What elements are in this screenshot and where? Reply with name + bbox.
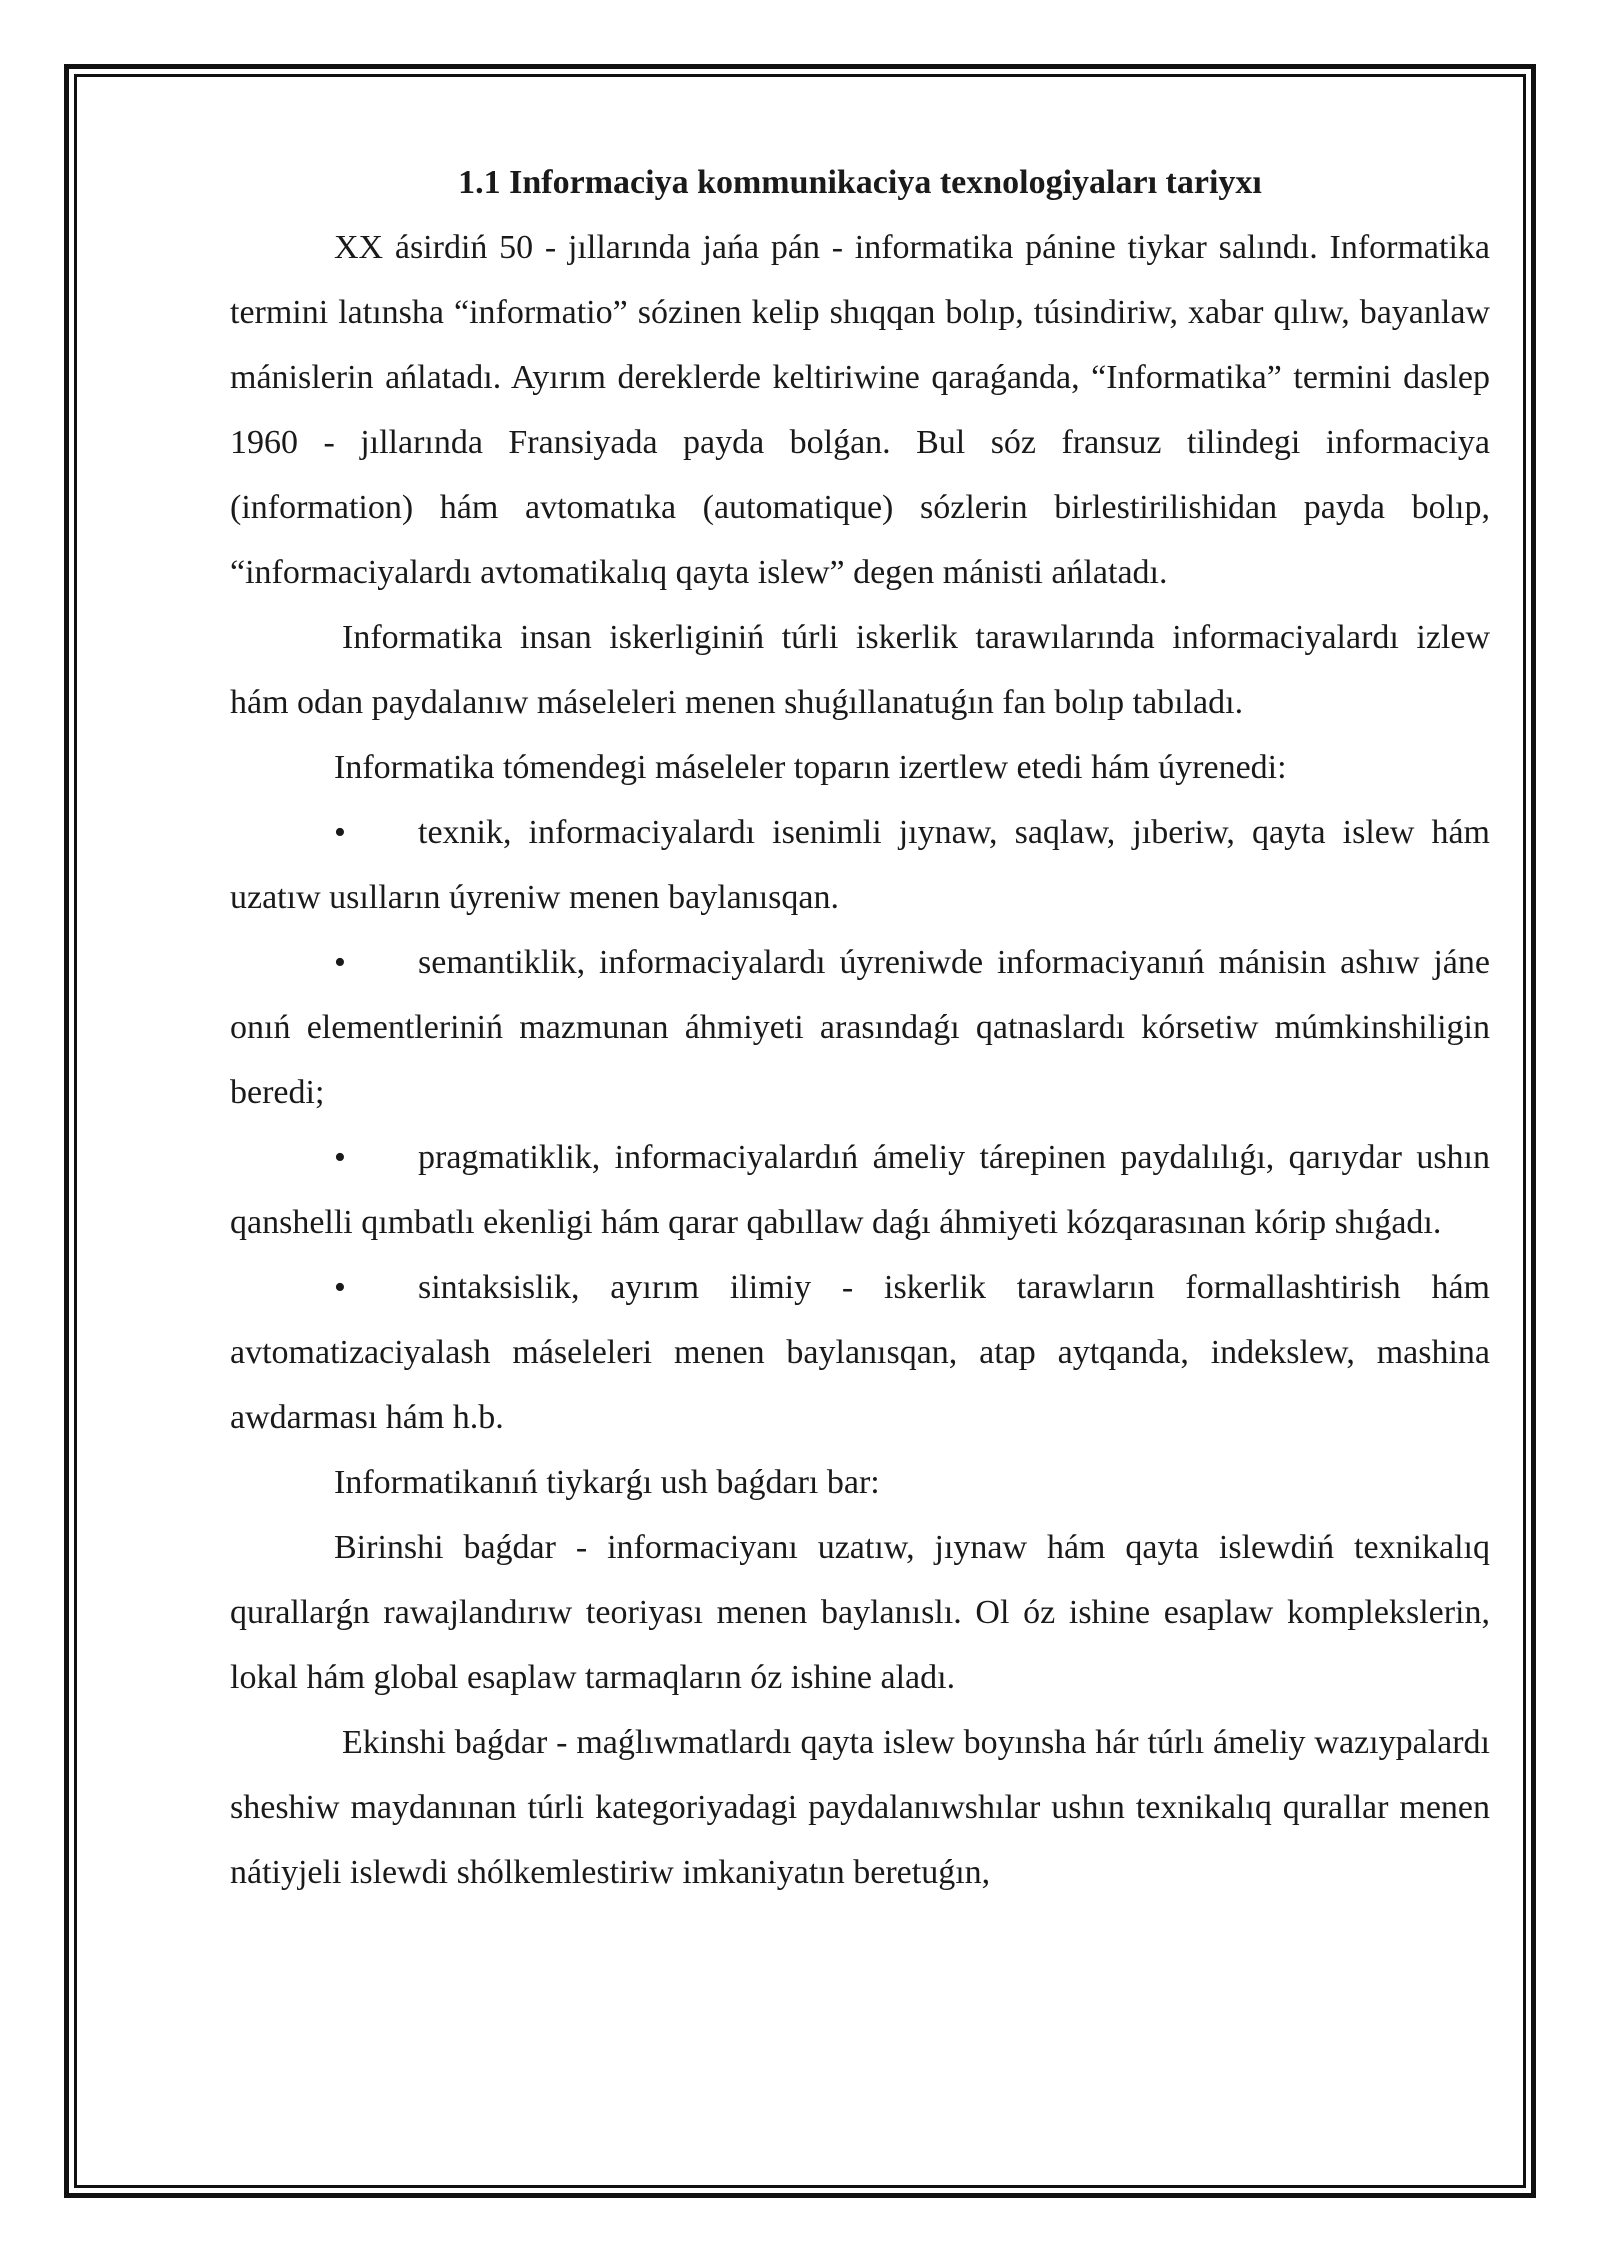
- bullet-marker: •: [334, 944, 346, 981]
- section-title: 1.1 Informaciya kommunikaciya texnologiyaları tariyxı: [458, 164, 1262, 201]
- document-body: [230, 150, 1490, 1905]
- list-item: [230, 930, 1490, 1125]
- paragraph-definition: Informatika insan iskerliginiń túrli iskerlik tarawılarında informaciyalardı izlew hám odan paydalanıw máseleleri menen shuǵıllanatuǵın fan bolıp tabıladı.: [230, 619, 1490, 721]
- bullet-marker: •: [334, 814, 346, 851]
- list-item: [230, 800, 1490, 930]
- bullet-marker: •: [334, 1139, 346, 1176]
- paragraph-second-direction: Ekinshi baǵdar - maǵlıwmatlardı qayta islew boyınsha hár túrlı ámeliy wazıypalardı sheshiw maydanınan túrli kategoriyadagi paydalanıwshılar ushın texnikalıq qurallar menen nátiyjeli islewdi shólkemlestiriw imkaniyatın beretuǵın,: [230, 1724, 1490, 1891]
- paragraph-first-direction: Birinshi baǵdar - informaciyanı uzatıw, jıynaw hám qayta islewdiń texnikalıq qurallarǵn rawajlandırıw teoriyası menen baylanıslı. Ol óz ishine esaplaw komplekslerin, lokal hám global esaplaw tarmaqların óz ishine aladı.: [230, 1529, 1490, 1696]
- list-item-text: texnik, informaciyalardı isenimli jıynaw, saqlaw, jıberiw, qayta islew hám uzatıw usılların úyreniw menen baylanısqan.: [230, 814, 1490, 916]
- list-item-text: sintaksislik, ayırım ilimiy - iskerlik tarawların formallashtirish hám avtomatizaciyalash máseleleri menen baylanısqan, atap aytqanda, indekslew, mashina awdarması hám h.b.: [230, 1269, 1490, 1436]
- list-item: [230, 1255, 1490, 1450]
- paragraph-intro: XX ásirdiń 50 - jıllarında jańa pán - informatika pánine tiykar salındı. Informatika termini latınsha “informatio” sózinen kelip shıqqan bolıp, túsindiriw, xabar qılıw, bayanlaw mánislerin ańlatadı. Ayırım dereklerde keltiriwine qaraǵanda, “Informatika” termini daslep 1960 - jıllarında Fransiyada payda bolǵan. Bul sóz fransuz tilindegi informaciya (information) hám avtomatıka (automatique) sózlerin birlestirilishidan payda bolıp, “informaciyalardı avtomatikalıq qayta islew” degen mánisti ańlatadı.: [230, 229, 1490, 591]
- list-item-text: semantiklik, informaciyalardı úyreniwde informaciyanıń mánisin ashıw jáne onıń elementleriniń mazmunan áhmiyeti arasındaǵı qatnaslardı kórsetiw múmkinshiligin beredi;: [230, 944, 1490, 1111]
- list-item-text: pragmatiklik, informaciyalardıń ámeliy tárepinen paydalılıǵı, qarıydar ushın qanshelli qımbatlı ekenligi hám qarar qabıllaw daǵı áhmiyeti kózqarasınan kórip shıǵadı.: [230, 1139, 1490, 1241]
- paragraph-directions: Informatikanıń tiykarǵı ush baǵdarı bar:: [334, 1464, 880, 1501]
- list-item: [230, 1125, 1490, 1255]
- bullet-marker: •: [334, 1269, 346, 1306]
- paragraph-list-intro: Informatika tómendegi máseleler toparın izertlew etedi hám úyrenedi:: [334, 749, 1287, 786]
